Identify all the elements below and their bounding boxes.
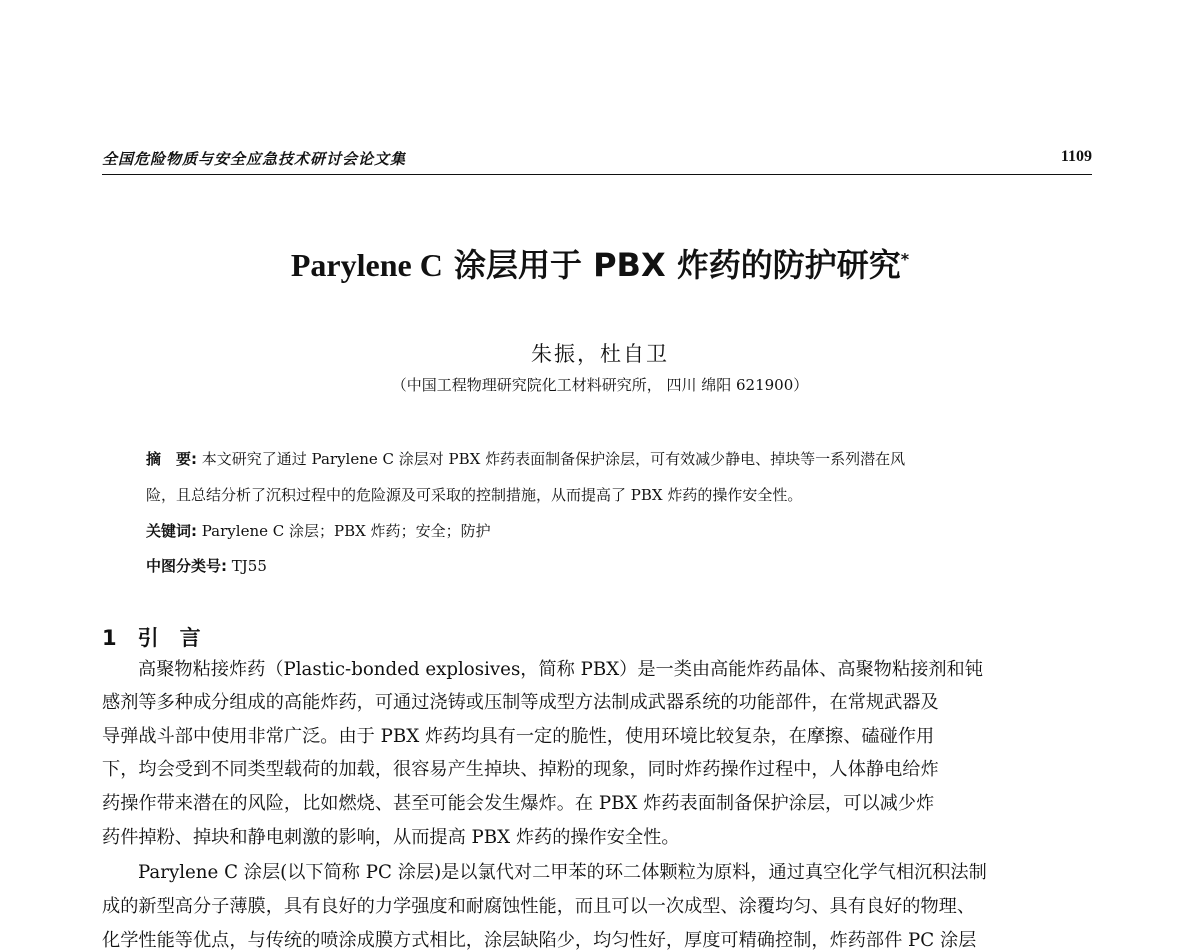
keywords-value: Parylene C 涂层；PBX 炸药；安全；防护 <box>197 522 491 540</box>
paragraph-line: 成的新型高分子薄膜，具有良好的力学强度和耐腐蚀性能，而且可以一次成型、涂覆均匀、具有良好的物理、 <box>102 896 976 917</box>
classification <box>146 555 267 576</box>
paragraph-line: 下，均会受到不同类型载荷的加载，很容易产生掉块、掉粉的现象，同时炸药操作过程中，人体静电给炸 <box>102 759 939 780</box>
paragraph-line: 高聚物粘接炸药（Plastic-bonded explosives，简称 PBX）是一类由高能炸药晶体、高聚物粘接剂和钝 <box>138 659 983 680</box>
abstract-line <box>146 448 905 469</box>
running-header <box>102 148 1092 175</box>
paragraph-line: 导弹战斗部中使用非常广泛。由于 PBX 炸药均具有一定的脆性，使用环境比较复杂，在摩擦、磕碰作用 <box>102 726 935 747</box>
title-footnote-mark: * <box>900 249 910 269</box>
title-latin: Parylene C <box>290 247 443 283</box>
affiliation: （中国工程物理研究院化工材料研究所， 四川 绵阳 621900） <box>391 376 809 394</box>
paragraph-line: 感剂等多种成分组成的高能炸药，可通过浇铸或压制等成型方法制成武器系统的功能部件，在常规武器及 <box>102 692 939 713</box>
authors: 朱振，杜自卫 <box>531 342 669 366</box>
paragraph-line: 化学性能等优点，与传统的喷涂成膜方式相比，涂层缺陷少，均匀性好，厚度可精确控制，炸药部件 PC 涂层 <box>102 930 977 951</box>
abstract-label: 摘 要: <box>146 450 197 468</box>
section-heading: 1 引 言 <box>102 626 201 650</box>
paragraph-line: 药件掉粉、掉块和静电刺激的影响，从而提高 PBX 炸药的操作安全性。 <box>102 827 680 848</box>
abstract-line: 险，且总结分析了沉积过程中的危险源及可采取的控制措施，从而提高了 PBX 炸药的操作安全性。 <box>146 486 803 504</box>
abstract-text: 本文研究了通过 Parylene C 涂层对 PBX 炸药表面制备保护涂层，可有效减少静电、掉块等一系列潜在风 <box>201 450 906 468</box>
keywords-label: 关键词: <box>146 522 197 540</box>
title-main: 涂层用于 PBX 炸药的防护研究 <box>442 246 901 284</box>
keywords <box>146 520 491 541</box>
classification-label: 中图分类号: <box>146 557 227 575</box>
paragraph-line: Parylene C 涂层(以下简称 PC 涂层)是以氯代对二甲苯的环二体颗粒为原料，通过真空化学气相沉积法制 <box>138 862 987 883</box>
paper-title <box>0 240 1200 286</box>
paragraph-line: 药操作带来潜在的风险，比如燃烧、甚至可能会发生爆炸。在 PBX 炸药表面制备保护涂层，可以减少炸 <box>102 793 935 814</box>
page-number: 1109 <box>1060 148 1092 165</box>
journal-title: 全国危险物质与安全应急技术研讨会论文集 <box>102 150 407 168</box>
classification-value: TJ55 <box>227 557 267 575</box>
